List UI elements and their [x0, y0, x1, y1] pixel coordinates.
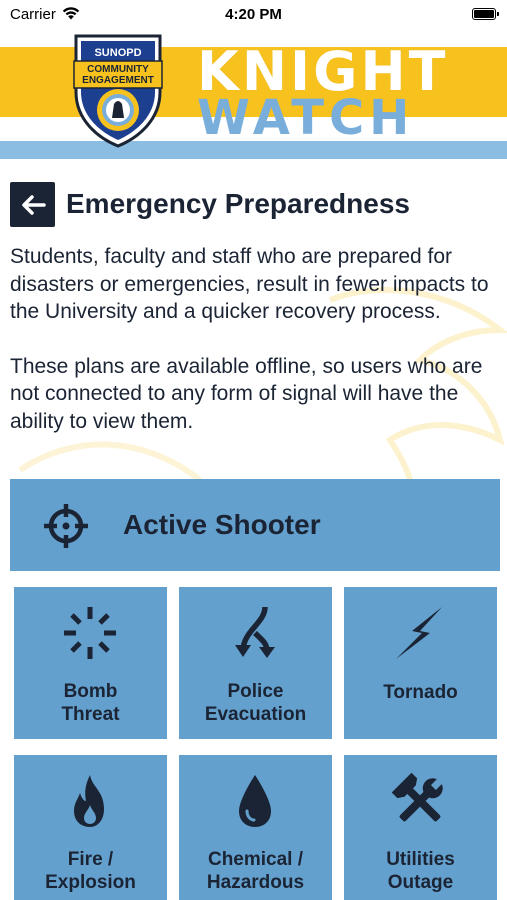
brand-knight: KNIGHT [197, 40, 449, 103]
tile-utilities-outage[interactable] [344, 755, 497, 900]
page-title: Emergency Preparedness [66, 188, 410, 219]
lightning-icon [390, 603, 450, 663]
intro-paragraph-1: Students, faculty and staff who are prepared for disasters or emergencies, result in fewer impacts to the University and a quicker recovery process. [10, 245, 489, 323]
arrow-left-icon [20, 194, 46, 216]
split-arrows-icon [225, 603, 285, 663]
tile-bomb-threat[interactable] [14, 587, 167, 739]
status-time: 4:20 PM [225, 6, 282, 23]
tile-label: Bomb Threat [61, 681, 120, 725]
tile-chemical-hazardous[interactable] [179, 755, 332, 900]
carrier-label: Carrier [10, 6, 56, 23]
tile-label: Police Evacuation [204, 681, 307, 725]
tile-fire-explosion[interactable] [14, 755, 167, 900]
tile-label: Chemical / Hazardous [206, 849, 305, 893]
intro-paragraph-2: These plans are available offline, so users who are not connected to any form of signal will have the ability to view them. [10, 354, 483, 433]
burst-icon [60, 603, 120, 663]
drop-icon [225, 771, 285, 831]
active-shooter-label: Active Shooter [123, 509, 321, 540]
logo-mid-line1: COMMUNITY [87, 64, 149, 75]
tile-label: Utilities Outage [386, 849, 455, 893]
crosshair-icon [43, 503, 89, 549]
active-shooter-button[interactable] [10, 479, 500, 571]
police-badge-logo [72, 32, 164, 148]
intro-text [10, 243, 505, 435]
tools-icon [390, 771, 450, 831]
status-bar [0, 0, 507, 30]
tile-tornado[interactable] [344, 587, 497, 739]
flame-icon [60, 771, 120, 831]
tile-label: Fire / Explosion [45, 849, 136, 893]
tile-label: Tornado [383, 682, 458, 703]
battery-icon [472, 8, 496, 20]
brand-watch: WATCH [197, 90, 415, 146]
logo-mid-line2: ENGAGEMENT [82, 75, 154, 86]
tile-police-evacuation[interactable] [179, 587, 332, 739]
header-banner [0, 30, 507, 160]
logo-top-text: SUNOPD [94, 47, 142, 59]
back-button[interactable] [10, 182, 55, 227]
